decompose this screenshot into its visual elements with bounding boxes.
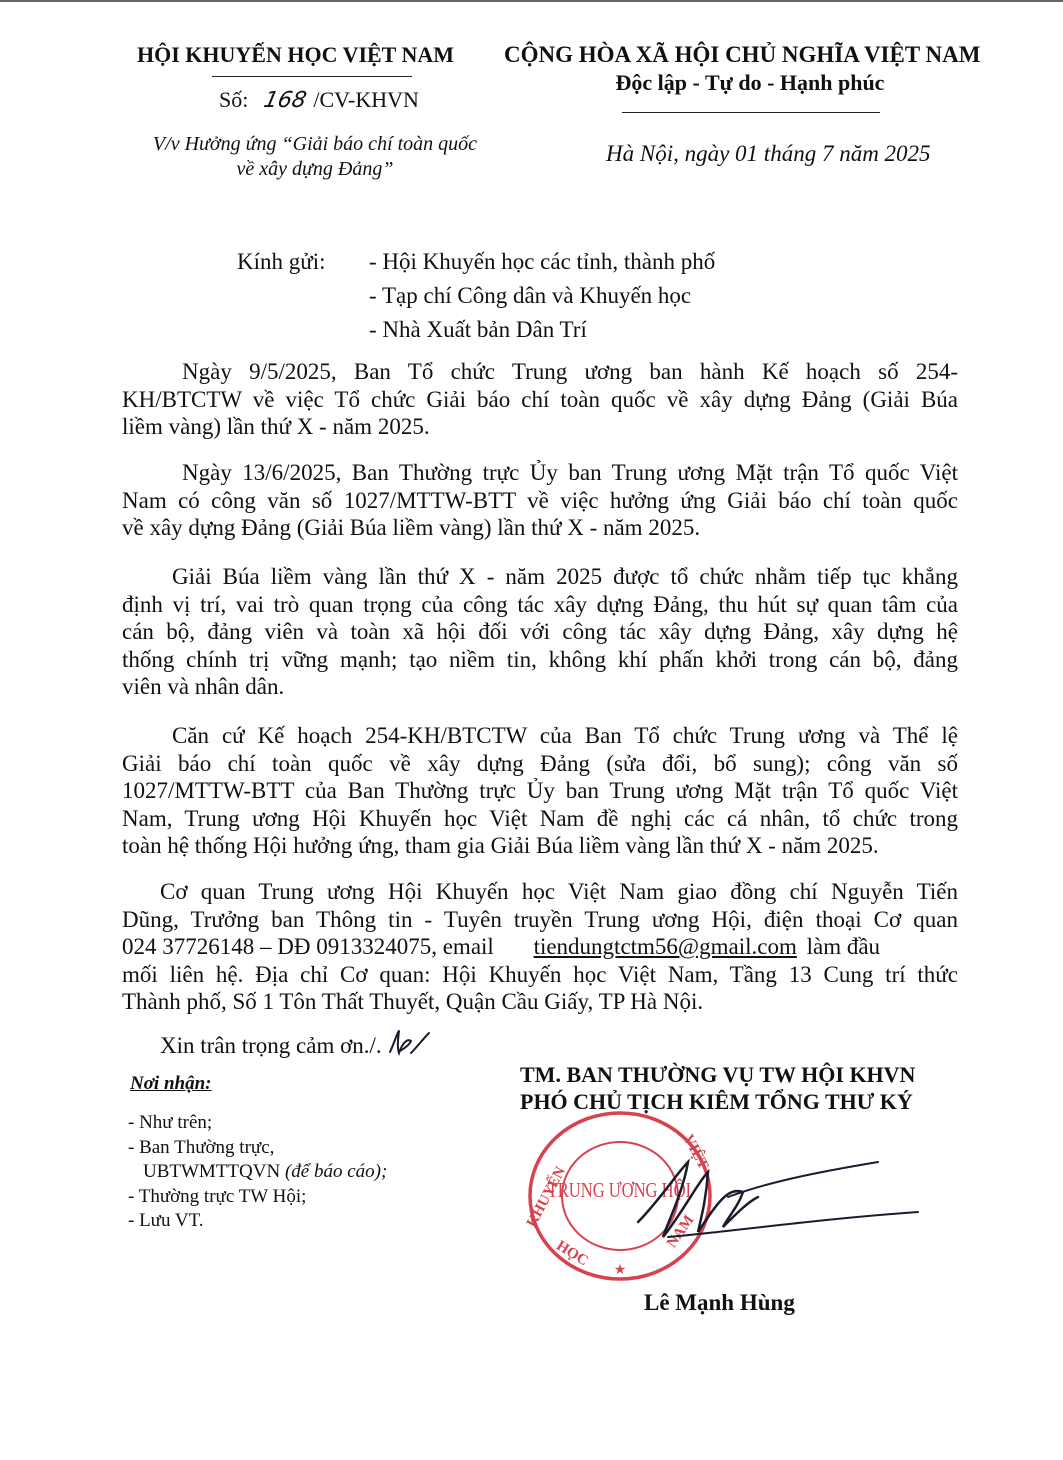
handwritten-signature (628, 1142, 928, 1262)
distribution-item: - Thường trực TW Hội; (128, 1185, 307, 1207)
paragraph-line: toàn hệ thống Hội hưởng ứng, tham gia Giải Búa liềm vàng lần thứ X - năm 2025. (122, 833, 879, 858)
recipient-item: - Tạp chí Công dân và Khuyến học (369, 283, 692, 308)
closing-text: Xin trân trọng cảm ơn./. (160, 1033, 382, 1058)
scan-top-edge (0, 0, 1063, 2)
distribution-item: - Như trên; (128, 1112, 213, 1133)
paragraph-line: Ngày 13/6/2025, Ban Thường trực Ủy ban Trung ương Mặt trận Tổ quốc Việt (182, 460, 958, 485)
recipient-item: - Nhà Xuất bản Dân Trí (369, 317, 587, 342)
paragraph-5 (122, 878, 958, 1016)
seal-star: ★ (613, 1263, 627, 1278)
contact-email[interactable]: tiendungtctm56@gmail.com (533, 934, 797, 959)
subject-line-2: về xây dựng Đảng” (236, 158, 394, 180)
contact-phone: 024 37726148 – DĐ 0913324075, email (122, 934, 494, 959)
seal-ring-bottom-left: HỌC (553, 1237, 591, 1270)
place-date: Hà Nội, ngày 01 tháng 7 năm 2025 (606, 141, 931, 166)
country-name: CỘNG HÒA XÃ HỘI CHỦ NGHĨA VIỆT NAM (504, 42, 981, 67)
recipient-item: - Hội Khuyến học các tỉnh, thành phố (369, 249, 716, 274)
seal-ring-left: KHUYẾN (523, 1164, 569, 1230)
number-handwritten: 168 (261, 88, 309, 113)
paragraph-line: Dũng, Trưởng ban Thông tin - Tuyên truyền Trung ương Hội, điện thoại Cơ quan (122, 906, 958, 932)
paragraph-4 (122, 722, 958, 860)
distribution-title: Nơi nhận: (130, 1073, 212, 1094)
paragraph-line: cán bộ, đảng viên và toàn xã hội đối với công tác xây dựng Đảng, xây dựng hệ (122, 619, 958, 644)
org-name: HỘI KHUYẾN HỌC VIỆT NAM (137, 42, 455, 67)
seal-center-text: TRUNG ƯƠNG HỘI (547, 1179, 692, 1203)
recipients-label: Kính gửi: (237, 249, 326, 274)
signature-title-1: TM. BAN THƯỜNG VỤ TW HỘI KHVN (520, 1062, 916, 1087)
signer-name: Lê Mạnh Hùng (644, 1290, 795, 1315)
distribution-note: (để báo cáo); (284, 1161, 388, 1182)
initials-mark (387, 1029, 431, 1059)
signature-title-2: PHÓ CHỦ TỊCH KIÊM TỔNG THƯ KÝ (520, 1089, 913, 1114)
paragraph-line: Thành phố, Số 1 Tôn Thất Thuyết, Quận Cầu Giấy, TP Hà Nội. (122, 989, 704, 1014)
paragraph-line: Nam, Trung ương Hội Khuyến học Việt Nam đề nghị các cá nhân, tổ chức trong (122, 805, 958, 831)
paragraph-line: định vị trí, vai trò quan trọng của công tác xây dựng Đảng, thu hút sự quan tâm của (122, 591, 958, 617)
paragraph-line: Giải Búa liềm vàng lần thứ X - năm 2025 được tổ chức nhằm tiếp tục khẳng (172, 564, 958, 589)
paragraph-line: Căn cứ Kế hoạch 254-KH/BTCTW của Ban Tổ chức Trung ương và Thể lệ (172, 723, 958, 748)
paragraph-line: mối liên hệ. Địa chỉ Cơ quan: Hội Khuyến học Việt Nam, Tầng 13 Cung trí thức (122, 961, 958, 987)
paragraph-line: viên và nhân dân. (122, 674, 285, 699)
motto-underline (622, 112, 880, 113)
paragraph-line: thống chính trị vững mạnh; tạo niềm tin, không khí phấn khởi trong cán bộ, đảng (122, 646, 958, 672)
paragraph-line: Giải báo chí toàn quốc về xây dựng Đảng (sửa đổi, bổ sung); công văn số (122, 750, 958, 776)
distribution-list (128, 1111, 387, 1234)
contact-after: làm đầu (806, 934, 881, 959)
paragraph-line: Nam có công văn số 1027/MTTW-BTT về việc hưởng ứng Giải báo chí toàn quốc (122, 487, 958, 513)
paragraph-2 (122, 459, 958, 542)
seal-ring-bottom-right: NAM (663, 1212, 698, 1251)
subject-line-1: V/v Hưởng ứng “Giải báo chí toàn quốc (152, 133, 478, 155)
contact-line (122, 933, 958, 961)
number-suffix: /CV-KHVN (313, 87, 419, 112)
distribution-item (128, 1160, 387, 1185)
paragraph-line: Ngày 9/5/2025, Ban Tổ chức Trung ương ban hành Kế hoạch số 254- (182, 359, 958, 384)
distribution-item: - Lưu VT. (128, 1210, 204, 1231)
document-number (219, 87, 419, 113)
paragraph-line: về xây dựng Đảng (Giải Búa liềm vàng) lần thứ X - năm 2025. (122, 515, 701, 540)
paragraph-3 (122, 563, 958, 701)
paragraph-line: liềm vàng) lần thứ X - năm 2025. (122, 414, 430, 439)
org-underline (212, 76, 412, 77)
number-prefix: Số: (219, 87, 249, 112)
recipients-list (369, 248, 715, 350)
paragraph-line: 1027/MTTW-BTT của Ban Thường trực Ủy ban Trung ương Mặt trận Tổ quốc Việt (122, 778, 958, 803)
paragraph-line: KH/BTCTW về việc Tổ chức Giải báo chí toàn quốc về xây dựng Đảng (Giải Búa (122, 386, 958, 412)
paragraph-1 (122, 358, 958, 441)
distribution-org: UBTWMTTQVN (143, 1161, 281, 1182)
paragraph-line: Cơ quan Trung ương Hội Khuyến học Việt Nam giao đồng chí Nguyễn Tiến (160, 879, 958, 904)
national-motto: Độc lập - Tự do - Hạnh phúc (615, 70, 885, 95)
seal-ring-right: VIỆT (679, 1132, 712, 1173)
closing-line (160, 1029, 431, 1059)
distribution-item: - Ban Thường trực, (128, 1136, 275, 1158)
